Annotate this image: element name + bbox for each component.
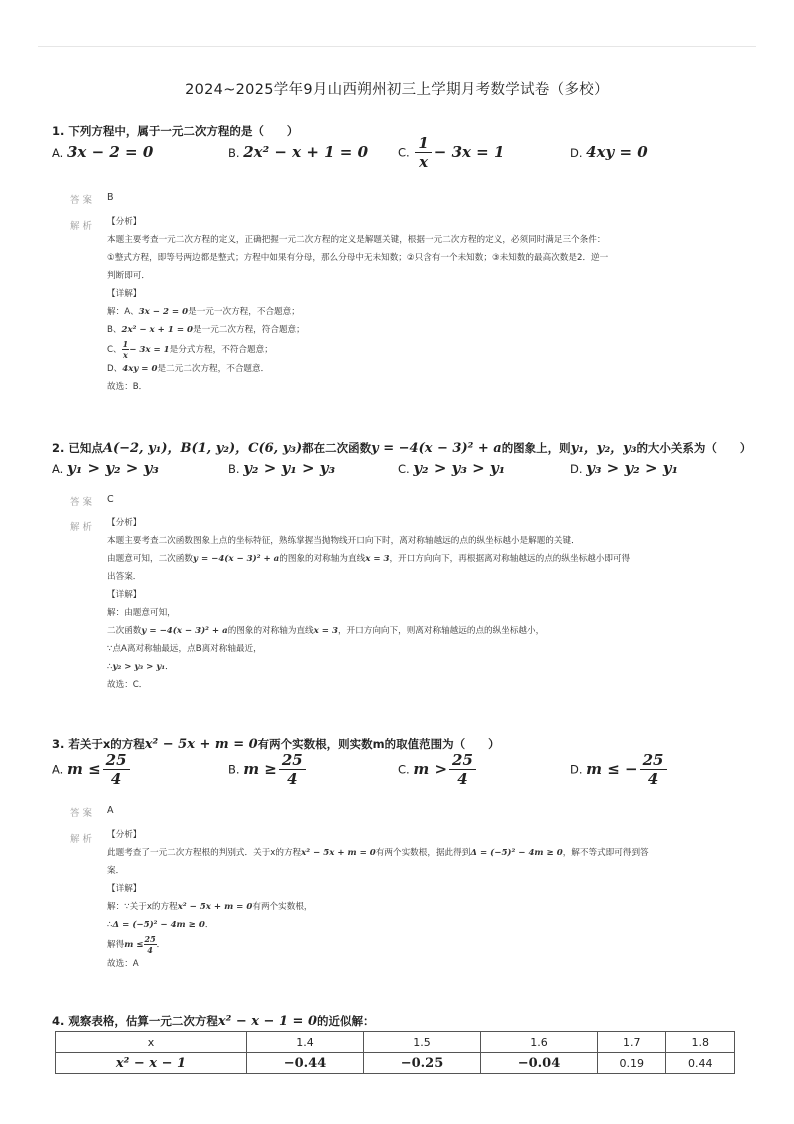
table-cell: 0.19 xyxy=(598,1053,666,1074)
q1-option-d[interactable]: D. 4xy = 0 xyxy=(570,143,648,161)
q2-answer: C xyxy=(107,494,114,505)
header-rule xyxy=(38,46,756,47)
q2-option-c[interactable]: C. y₂ > y₃ > y₁ xyxy=(398,459,506,477)
question-2-stem: 2. 已知点A(−2, y₁)，B(1, y₂)，C(6, y₃)都在二次函数y = −4(x − 3)² + a的图象上，则y₁，y₂，y₃的大小关系为（ ） xyxy=(52,441,752,456)
q2-option-a[interactable]: A. y₁ > y₂ > y₃ xyxy=(52,459,159,477)
question-3-stem: 3. 若关于x的方程x² − 5x + m = 0有两个实数根，则实数m的取值范围为（ ） xyxy=(52,737,500,752)
q1-option-a[interactable]: A. 3x − 2 = 0 xyxy=(52,143,154,161)
analysis-label: 解析 xyxy=(70,522,96,533)
table-cell: x² − x − 1 xyxy=(56,1053,247,1074)
q2-analysis: 【分析】 本题主要考查二次函数图象上点的坐标特征，熟练掌握当抛物线开口向下时，离对称轴越远的点的纵坐标越小是解题的关键． 由题意可知，二次函数y = −4(x − 3)² + a的图象的对称轴为直线x = 3，开口方向向下，再根据离对称轴越远的点的纵坐标越小即可得 出答案． 【详解】 解：由题意可知， 二次函数y = −4(x − 3)² + a的图象的对称轴为直线x = 3，开口方向向下，则离对称轴越远的点的纵坐标越小， ∵点A离对称轴最远，点B离对称轴最近， ∴y₂ > y₃ > y₁． 故选：C． xyxy=(107,518,631,690)
q2-option-d[interactable]: D. y₃ > y₂ > y₁ xyxy=(570,459,679,477)
q4-values-table xyxy=(55,1031,735,1074)
question-1-stem: 1. 下列方程中，属于一元二次方程的是（ ） xyxy=(52,124,299,138)
q1-option-c[interactable]: C. $\frac{1}{x}$ − 3x = 1 xyxy=(398,134,505,171)
table-row xyxy=(56,1053,735,1074)
q3-option-b[interactable]: B. m ≥ $\frac{25}{4}$ xyxy=(228,751,308,788)
document-title: 2024~2025学年9月山西朔州初三上学期月考数学试卷（多校） xyxy=(185,82,609,98)
q1-analysis: 【分析】 本题主要考查一元二次方程的定义，正确把握一元二次方程的定义是解题关键，根据一元二次方程的定义，必须同时满足三个条件： ①整式方程，即等号两边都是整式；方程中如果有分母，那么分母中无未知数；②只含有一个未知数；③未知数的最高次数是2．逆一 判断即可． 【详解】 解：A、3x − 2 = 0是一元一次方程，不合题意； B、2x² − x + 1 = 0是一元二次方程，符合题意； C、 $\frac{1}{x}$ − 3x = 1是分式方程，不符合题意； D、4xy = 0是二元二次方程，不合题意． 故选：B． xyxy=(107,217,609,392)
analysis-label: 解析 xyxy=(70,834,96,845)
table-cell: 0.44 xyxy=(666,1053,735,1074)
q3-option-c[interactable]: C. m > $\frac{25}{4}$ xyxy=(398,751,478,788)
q3-option-d[interactable]: D. m ≤ − $\frac{25}{4}$ xyxy=(570,751,669,788)
answer-label: 答案 xyxy=(70,497,96,508)
table-header-cell: 1.8 xyxy=(666,1032,735,1053)
analysis-label: 解析 xyxy=(70,221,96,232)
answer-label: 答案 xyxy=(70,808,96,819)
q1-answer: B xyxy=(107,192,114,203)
table-header-cell: 1.7 xyxy=(598,1032,666,1053)
q3-analysis: 【分析】 此题考查了一元二次方程根的判别式．关于x的方程x² − 5x + m = 0有两个实数根，据此得到Δ = (−5)² − 4m ≥ 0，解不等式即可得到答 案． 【详解】 解：∵关于x的方程x² − 5x + m = 0有两个实数根， ∴Δ = (−5)² − 4m ≥ 0． 解得m ≤ $\frac{25}{4}$ ． 故选：A xyxy=(107,830,649,969)
q3-option-a[interactable]: A. m ≤ $\frac{25}{4}$ xyxy=(52,751,132,788)
table-header-cell: 1.5 xyxy=(364,1032,481,1053)
table-cell: −0.44 xyxy=(247,1053,364,1074)
q1-option-b[interactable]: B. 2x² − x + 1 = 0 xyxy=(228,143,369,161)
table-cell: −0.04 xyxy=(481,1053,598,1074)
q3-answer: A xyxy=(107,805,114,816)
table-header-cell: 1.6 xyxy=(481,1032,598,1053)
table-cell: −0.25 xyxy=(364,1053,481,1074)
table-row xyxy=(56,1032,735,1053)
fraction: $\frac{1}{x}$ xyxy=(415,134,431,171)
question-4-stem: 4. 观察表格，估算一元二次方程x² − x − 1 = 0的近似解： xyxy=(52,1014,375,1029)
table-header-cell: x xyxy=(56,1032,247,1053)
table-header-cell: 1.4 xyxy=(247,1032,364,1053)
q2-option-b[interactable]: B. y₂ > y₁ > y₃ xyxy=(228,459,336,477)
answer-label: 答案 xyxy=(70,195,96,206)
